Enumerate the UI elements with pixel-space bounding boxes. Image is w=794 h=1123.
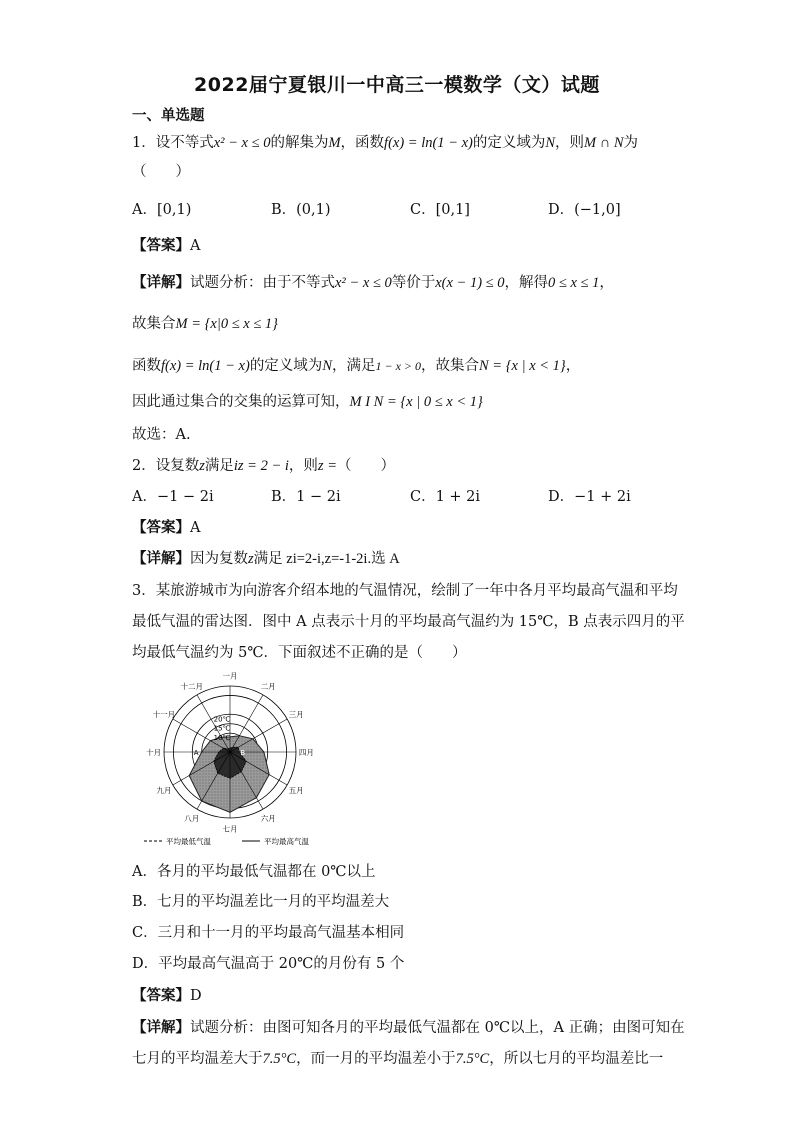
q1-stem-text: 的定义域为 [472,135,546,151]
detail-text: ，而一月的平均温差小于 [296,1051,456,1067]
set-n: N [545,135,556,151]
page-title: 2022届宁夏银川一中高三一模数学（文）试题 [194,74,600,96]
detail-label: 【详解】 [132,551,190,567]
detail-text: 因此通过集合的交集的运算可知， [132,394,350,410]
month-label: 七月 [222,824,238,834]
q2-option-c: C．1 + 2i [410,489,481,505]
detail-math: 7.5°C [262,1051,297,1067]
q1-stem-text: 为 [623,135,639,151]
q3-detail-1 [132,1016,685,1037]
legend [144,836,309,846]
detail-text: ， [565,358,581,374]
q3-stem-1: 3．某旅游城市为向游客介绍本地的气温情况，绘制了一年中各月平均最高气温和平均 [132,583,678,599]
detail-math: M = {x|0 ≤ x ≤ 1} [175,316,278,332]
detail-text: 函数 [132,358,161,374]
q3-detail-2 [132,1047,663,1068]
detail-text: 的定义域为 [249,358,323,374]
q1-stem-text: 1．设不等式 [132,135,214,151]
q1-stem-text: 的解集为 [270,135,329,151]
detail-math: z [248,551,254,567]
ring-label-20: 20℃ [213,715,231,724]
q1-detail-1 [132,271,614,292]
legend-low-label: 平均最低气温 [166,837,211,846]
detail-math: 7.5°C [455,1051,490,1067]
q2-paren: （ ） [336,458,395,474]
detail-text: ， [599,275,614,291]
detail-math: 0 ≤ x ≤ 1 [548,275,600,291]
answer-value: A [190,520,201,536]
detail-text: ，所以七月的平均温差比一 [489,1051,664,1067]
q2-stem-text: 2．设复数 [132,458,200,474]
q2-option-d: D．−1 + 2i [548,489,631,505]
set-m: M [328,135,341,151]
month-label: 五月 [288,786,304,796]
radar-spokes [164,686,296,818]
month-label: 八月 [184,814,200,824]
detail-label: 【详解】 [132,275,190,291]
ring-label-15: 15℃ [213,724,231,733]
q2-option-b: B．1 − 2i [271,489,341,505]
q1-paren: （ ） [132,164,190,180]
q2-option-a: A．−1 − 2i [132,489,214,505]
q2-stem-text: 满足 [204,458,234,474]
q1-answer [132,234,200,255]
detail-text: 试题分析：由于不等式 [190,275,335,291]
detail-math: N = {x | x < 1} [479,358,566,374]
detail-math: M I N = {x | 0 ≤ x < 1} [349,394,483,410]
detail-math: x² − x ≤ 0 [335,275,392,291]
point-b-label: B [240,749,246,757]
answer-label: 【答案】 [132,988,190,1004]
q1-function: f(x) = ln(1 − x) [384,135,473,151]
detail-text: 故集合 [132,316,176,332]
q1-option-c: C．[0,1] [410,202,470,218]
detail-text: 满足 zi=2-i,z=-1-2i.选 A [253,551,400,567]
detail-math: N [322,358,332,374]
detail-math: x(x − 1) ≤ 0 [435,275,505,291]
q1-inequality: x² − x ≤ 0 [213,135,271,151]
month-label: 十一月 [152,709,176,719]
detail-text: ，满足 [331,358,376,374]
ring-label-10: 10℃ [213,734,231,743]
detail-math: f(x) = ln(1 − x) [161,358,250,374]
detail-text: 等价于 [391,275,436,291]
detail-label: 【详解】 [132,1020,190,1036]
q2-stem [132,454,395,475]
q3-option-d: D．平均最高气温高于 20℃的月份有 5 个 [132,956,405,972]
q1-choose: 故选：A. [132,427,191,443]
q2-detail [132,547,400,568]
q2-stem-text: ，则 [288,458,318,474]
answer-label: 【答案】 [132,238,190,254]
answer-label: 【答案】 [132,520,190,536]
detail-text: 七月的平均温差大于 [132,1051,263,1067]
q1-detail-4 [132,390,483,411]
month-label: 二月 [260,681,276,691]
q1-stem-text: ，函数 [340,135,385,151]
ring-labels [214,715,231,742]
month-label: 六月 [260,814,276,824]
detail-text: ，故集合 [421,358,480,374]
legend-high-label: 平均最高气温 [264,837,309,846]
q3-stem-3: 均最低气温约为 5℃．下面叙述不正确的是（ ） [132,645,467,661]
q2-z-equals: z = [317,458,337,474]
q2-answer [132,516,200,537]
detail-text: ，解得 [504,275,548,291]
q1-option-b: B．(0,1) [271,202,331,218]
q2-var: z [199,458,205,474]
q1-detail-3 [132,354,580,375]
q3-option-c: C．三月和十一月的平均最高气温基本相同 [132,925,405,941]
q1-stem [132,131,638,152]
q1-option-a: A．[0,1) [132,202,192,218]
detail-text: 试题分析：由图可知各月的平均最低气温都在 0℃以上，A 正确；由图可知在 [190,1020,685,1036]
q3-stem-2: 最低气温的雷达图．图中 A 点表示十月的平均最高气温约为 15℃，B 点表示四月的平 [132,614,685,630]
month-label: 四月 [298,748,314,757]
month-label: 三月 [288,709,304,719]
q3-option-a: A．各月的平均最低气温都在 0℃以上 [132,864,376,880]
q3-option-b: B．七月的平均温差比一月的平均温差大 [132,894,390,910]
q1-stem-text: ，则 [555,135,585,151]
intersection: M ∩ N [584,135,624,151]
q2-equation: iz = 2 − i [233,458,289,474]
answer-value: A [190,238,201,254]
point-a-label: A [193,749,199,757]
month-label: 十月 [146,748,162,757]
detail-text: 因为复数 [190,551,248,567]
q1-detail-2 [132,312,278,333]
detail-math: 1 − x > 0 [375,359,422,373]
answer-value: D [190,988,202,1004]
month-label: 九月 [156,786,172,796]
radar-chart [130,668,330,850]
month-label: 十二月 [180,681,204,691]
q3-answer [132,984,202,1005]
month-label: 一月 [222,671,238,681]
section-heading: 一、单选题 [132,108,205,124]
q1-option-d: D．(−1,0] [548,202,621,218]
